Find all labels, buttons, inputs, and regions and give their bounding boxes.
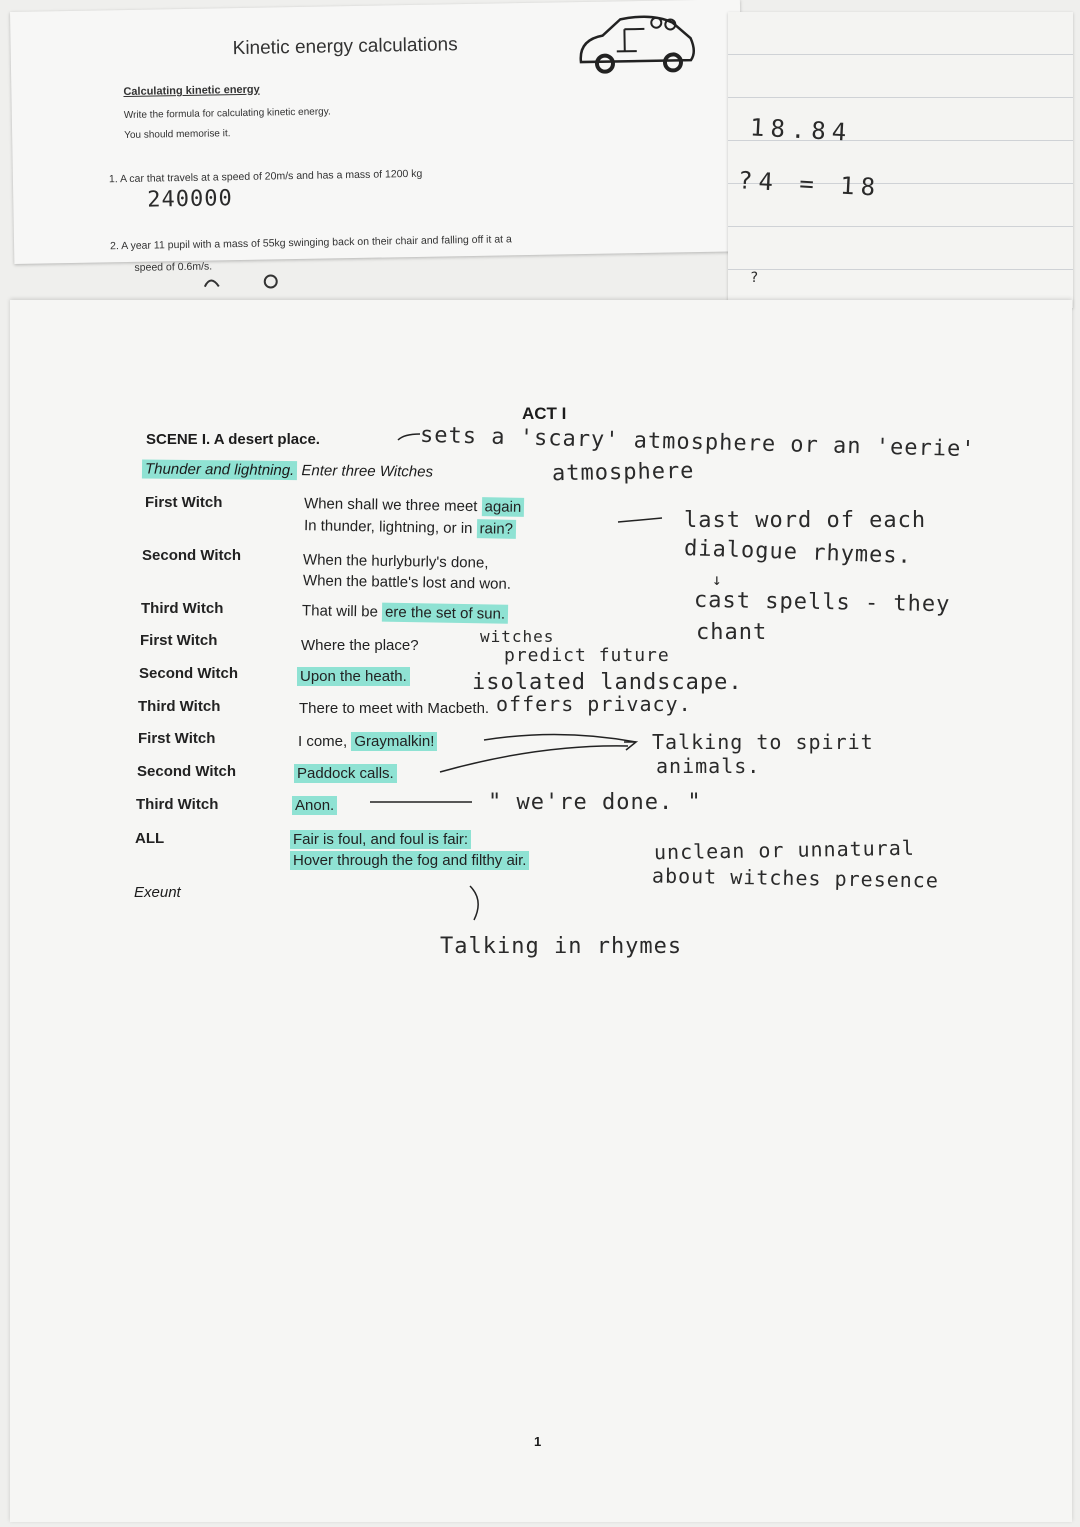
worksheet-title: Kinetic energy calculations	[232, 34, 458, 60]
dialogue-line: When the battle's lost and won.	[302, 572, 512, 593]
dialogue-line: There to meet with Macbeth.	[299, 700, 490, 717]
speaker-name: Second Witch	[139, 665, 239, 682]
speaker-name: First Witch	[138, 730, 216, 747]
annotation-unclean: unclean or unnatural	[653, 835, 916, 865]
annotation-offers-privacy: offers privacy.	[496, 692, 692, 716]
dialogue-line: When the hurlyburly's done,	[302, 551, 489, 572]
stage-direction-highlight: Thunder and lightning.	[142, 459, 297, 480]
annotation-atmosphere: sets a 'scary' atmosphere or an 'eerie'	[419, 422, 976, 463]
dialogue-text: In thunder, lightning, or in	[303, 517, 477, 538]
annotation-cast-spells: cast spells - they	[693, 587, 951, 618]
worksheet-question-1: 1. A car that travels at a speed of 20m/s and has a mass of 1200 kg	[108, 167, 423, 186]
dialogue-highlight: Graymalkin!	[351, 732, 437, 751]
dialogue-text: When shall we three meet	[303, 495, 482, 516]
annotation-dialogue-rhymes: dialogue rhymes.	[683, 536, 913, 569]
annotation-were-done: " we're done. "	[488, 790, 702, 815]
dialogue-text: I come,	[298, 733, 352, 750]
speaker-name: First Witch	[140, 632, 218, 649]
stage-direction-enter: Enter three Witches	[297, 462, 434, 481]
speaker-name: Second Witch	[142, 547, 242, 564]
annotation-witches-presence: about witches presence	[651, 863, 940, 893]
annotation-atmosphere-cont: atmosphere	[551, 458, 695, 487]
annotation-talking-rhymes: Talking in rhymes	[440, 934, 683, 959]
handwritten-answer-1: 240000	[147, 186, 233, 213]
notebook-equation: ?4 = 18	[737, 166, 882, 202]
stage-direction-exeunt: Exeunt	[134, 884, 181, 901]
dialogue-highlight: ere the set of sun.	[382, 603, 508, 624]
annotation-predict-future: predict future	[504, 645, 670, 666]
page-number: 1	[534, 1434, 542, 1449]
annotation-isolated-landscape: isolated landscape.	[472, 670, 743, 695]
annotation-last-word: last word of each	[684, 508, 927, 533]
notebook-number: 18.84	[749, 113, 853, 147]
speaker-name: Third Witch	[141, 600, 224, 617]
dialogue-highlight: rain?	[476, 519, 516, 539]
act-heading: ACT I	[522, 404, 567, 423]
annotation-arrow-icon: ↓	[712, 570, 723, 589]
dialogue-highlight: Upon the heath.	[297, 667, 410, 686]
speaker-name: Third Witch	[138, 698, 221, 715]
worksheet-question-2-speed: speed of 0.6m/s.	[134, 260, 213, 274]
worksheet-question-2: 2. A year 11 pupil with a mass of 55kg swinging back on their chair and falling off it at a	[109, 233, 512, 253]
speaker-name: First Witch	[145, 494, 223, 511]
speaker-name: ALL	[135, 830, 165, 847]
speaker-name: Second Witch	[137, 763, 237, 780]
dialogue-line: Where the place?	[301, 637, 419, 654]
annotation-witches: witches	[480, 627, 555, 646]
dialogue-highlight: Hover through the fog and filthy air.	[290, 851, 529, 870]
annotation-animals: animals.	[656, 754, 761, 778]
dialogue-highlight: Fair is foul, and foul is fair:	[290, 830, 471, 849]
worksheet-instruction: Write the formula for calculating kinetic energy.	[123, 106, 331, 122]
dialogue-highlight: Anon.	[292, 796, 337, 815]
dialogue-text: That will be	[301, 602, 383, 621]
dialogue-highlight: again	[481, 497, 524, 517]
annotation-spirit: Talking to spirit	[652, 730, 874, 754]
notebook-mark: ?	[750, 270, 760, 286]
speaker-name: Third Witch	[136, 796, 219, 813]
annotation-chant: chant	[696, 620, 768, 645]
worksheet-memorise-note: You should memorise it.	[124, 128, 231, 142]
worksheet-subheading: Calculating kinetic energy	[123, 83, 260, 99]
dialogue-highlight: Paddock calls.	[294, 764, 397, 783]
scene-heading: SCENE I. A desert place.	[146, 431, 320, 448]
